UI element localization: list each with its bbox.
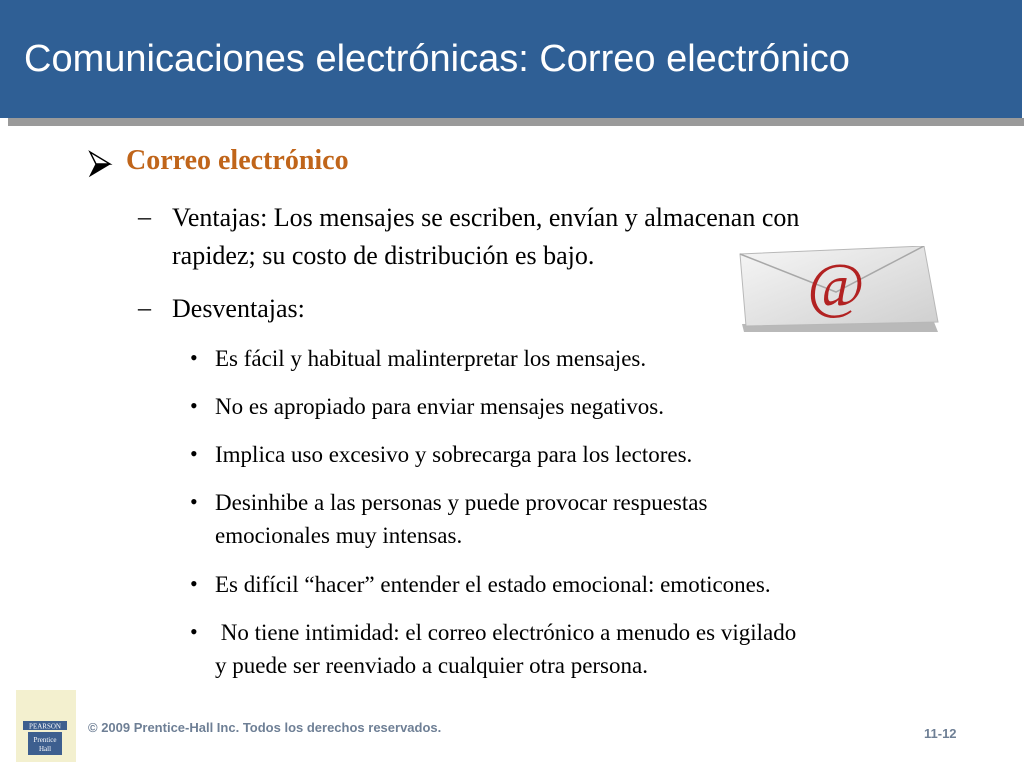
dot-bullet: • xyxy=(190,489,198,514)
arrow-bullet-icon xyxy=(86,147,114,181)
disadvantage-item-2: No es apropiado para enviar mensajes negativos. xyxy=(215,394,664,419)
disadvantage-item-5: Es difícil “hacer” entender el estado emocional: emoticones. xyxy=(215,572,771,597)
advantages-line-1: Ventajas: Los mensajes se escriben, envían y almacenan con xyxy=(172,203,800,232)
disadvantage-item-4-line-1: Desinhibe a las personas y puede provocar respuestas xyxy=(215,490,708,515)
title-bar-shadow xyxy=(8,118,1024,126)
svg-text:Prentice: Prentice xyxy=(33,736,57,744)
disadvantage-item-1: Es fácil y habitual malinterpretar los mensajes. xyxy=(215,346,647,371)
slide-page-number: 11-12 xyxy=(924,726,957,741)
disadvantage-item-6-line-2: y puede ser reenviado a cualquier otra persona. xyxy=(215,653,648,678)
svg-text:PEARSON: PEARSON xyxy=(29,722,61,731)
footer-copyright: © 2009 Prentice-Hall Inc. Todos los derechos reservados. xyxy=(88,720,442,735)
dot-bullet: • xyxy=(190,619,198,644)
section-heading: Correo electrónico xyxy=(126,145,349,176)
disadvantage-item-4-line-2: emocionales muy intensas. xyxy=(215,523,463,548)
dash-bullet: – xyxy=(138,202,151,231)
pearson-prentice-hall-logo xyxy=(16,690,76,762)
email-envelope-icon xyxy=(738,246,942,336)
advantages-line-2: rapidez; su costo de distribución es bajo. xyxy=(172,241,595,270)
slide-title: Comunicaciones electrónicas: Correo electrónico xyxy=(24,38,850,80)
dot-bullet: • xyxy=(190,393,198,418)
disadvantage-item-3: Implica uso excesivo y sobrecarga para los lectores. xyxy=(215,442,693,467)
svg-text:Hall: Hall xyxy=(38,745,52,753)
dot-bullet: • xyxy=(190,571,198,596)
disadvantages-label: Desventajas: xyxy=(172,294,305,323)
dot-bullet: • xyxy=(190,345,198,370)
dash-bullet: – xyxy=(138,293,151,322)
dot-bullet: • xyxy=(190,441,198,466)
disadvantage-item-6-line-1: No tiene intimidad: el correo electrónico a menudo es vigilado xyxy=(215,620,797,645)
at-symbol: @ xyxy=(807,252,865,320)
